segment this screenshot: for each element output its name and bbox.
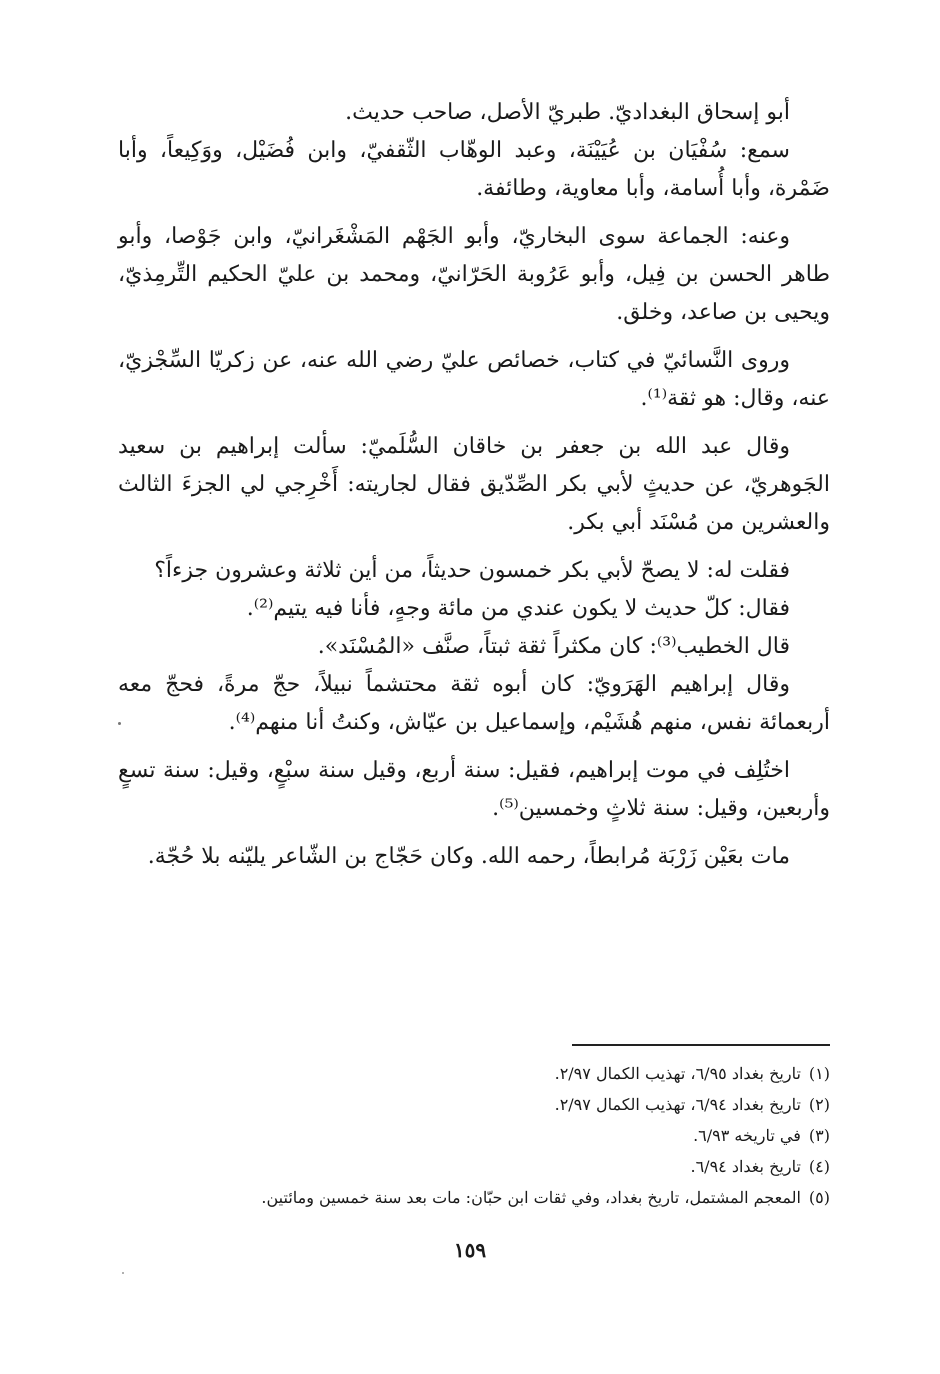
footnote-number: (١): [808, 1064, 830, 1083]
footnote-number: (٣): [808, 1126, 830, 1145]
paragraph-7: فقال: كلّ حديث لا يكون عندي من مائة وجهٍ، فأنا فيه يتيم⁽²⁾.: [246, 596, 790, 621]
footnote-text: المعجم المشتمل، تاريخ بغداد، وفي ثقات ابن حبّان: مات بعد سنة خمسين ومائتين.: [261, 1188, 801, 1207]
footnote-text: تاريخ بغداد ٦/٩٤.: [690, 1157, 801, 1176]
paragraph-10: اختُلِف في موت إبراهيم، فقيل: سنة أربع، وقيل سنة سبْعٍ، وقيل: سنة تسعٍ وأربعين، وقيل: سنة ثلاثٍ وخمسين⁽⁵⁾.: [118, 758, 830, 821]
page-number: ١٥٩: [453, 1238, 487, 1262]
paragraph-6: فقلت له: لا يصحّ لأبي بكر خمسون حديثاً، من أين ثلاثة وعشرون جزءاً؟: [154, 558, 790, 583]
footnote-text: في تاريخه ٦/٩٣.: [693, 1126, 801, 1145]
paragraph-8: قال الخطيب⁽³⁾: كان مكثراً ثقة ثبتاً، صنَّف «المُسْنَد».: [317, 634, 790, 659]
footnote-2: [150, 1089, 830, 1120]
paragraph-1: أبو إسحاق البغداديّ. طبريّ الأصل، صاحب حديث.: [345, 100, 790, 125]
footnote-3: [150, 1120, 830, 1151]
main-text: [118, 94, 830, 876]
footnote-number: (٥): [808, 1188, 830, 1207]
paragraph-3: وعنه: الجماعة سوى البخاريّ، وأبو الجَهْم المَشْغَرانيّ، وابن جَوْصا، وأبو طاهر الحسن بن فِيل، وأبو عَرُوبة الحَرّانيّ، ومحمد بن عليّ الحكيم التِّرمِذيّ، ويحيى بن صاعد، وخلق.: [118, 224, 830, 325]
paragraph-9: وقال إبراهيم الهَرَويّ: كان أبوه ثقة محتشماً نبيلاً، حجّ مرةً، فحجّ معه أربعمائة نفس، منهم هُشَيْم، وإسماعيل بن عيّاش، وكنتُ أنا منهم⁽⁴⁾.: [118, 672, 830, 735]
scan-speck: [122, 1272, 124, 1274]
footnote-4: [150, 1151, 830, 1182]
footnotes: [150, 1058, 830, 1213]
paragraph-4: وروى النَّسائيّ في كتاب، خصائص عليّ رضي الله عنه، عن زكريّا السِّجْزيّ، عنه، وقال: هو ثقة⁽¹⁾.: [118, 348, 830, 411]
paragraph-11: مات بعَيْن زَرْبَة مُرابطاً، رحمه الله. وكان حَجّاج بن الشّاعر يليّنه بلا حُجّة.: [147, 844, 790, 869]
footnote-number: (٢): [808, 1095, 830, 1114]
footnote-separator: [572, 1044, 830, 1046]
footnote-text: تاريخ بغداد ٦/٩٥، تهذيب الكمال ٢/٩٧.: [554, 1064, 801, 1083]
paragraph-2: سمع: سُفْيَان بن عُيَيْنَة، وعبد الوهّاب الثّقفيّ، وابن فُضَيْل، ووَكِيعاً، وأبا ضَمْرة، وأبا أُسامة، وأبا معاوية، وطائفة.: [118, 138, 830, 201]
footnote-1: [150, 1058, 830, 1089]
footnote-text: تاريخ بغداد ٦/٩٤، تهذيب الكمال ٢/٩٧.: [554, 1095, 801, 1114]
footnote-5: [150, 1182, 830, 1213]
paragraph-5: وقال عبد الله بن جعفر بن خاقان السُّلَميّ: سألت إبراهيم بن سعيد الجَوهريّ، عن حديثٍ لأبي بكر الصِّدّيق فقال لجاريته: أَخْرِجي لي الجزءَ الثالث والعشرين من مُسْنَد أبي بكر.: [118, 434, 830, 535]
footnote-number: (٤): [808, 1157, 830, 1176]
